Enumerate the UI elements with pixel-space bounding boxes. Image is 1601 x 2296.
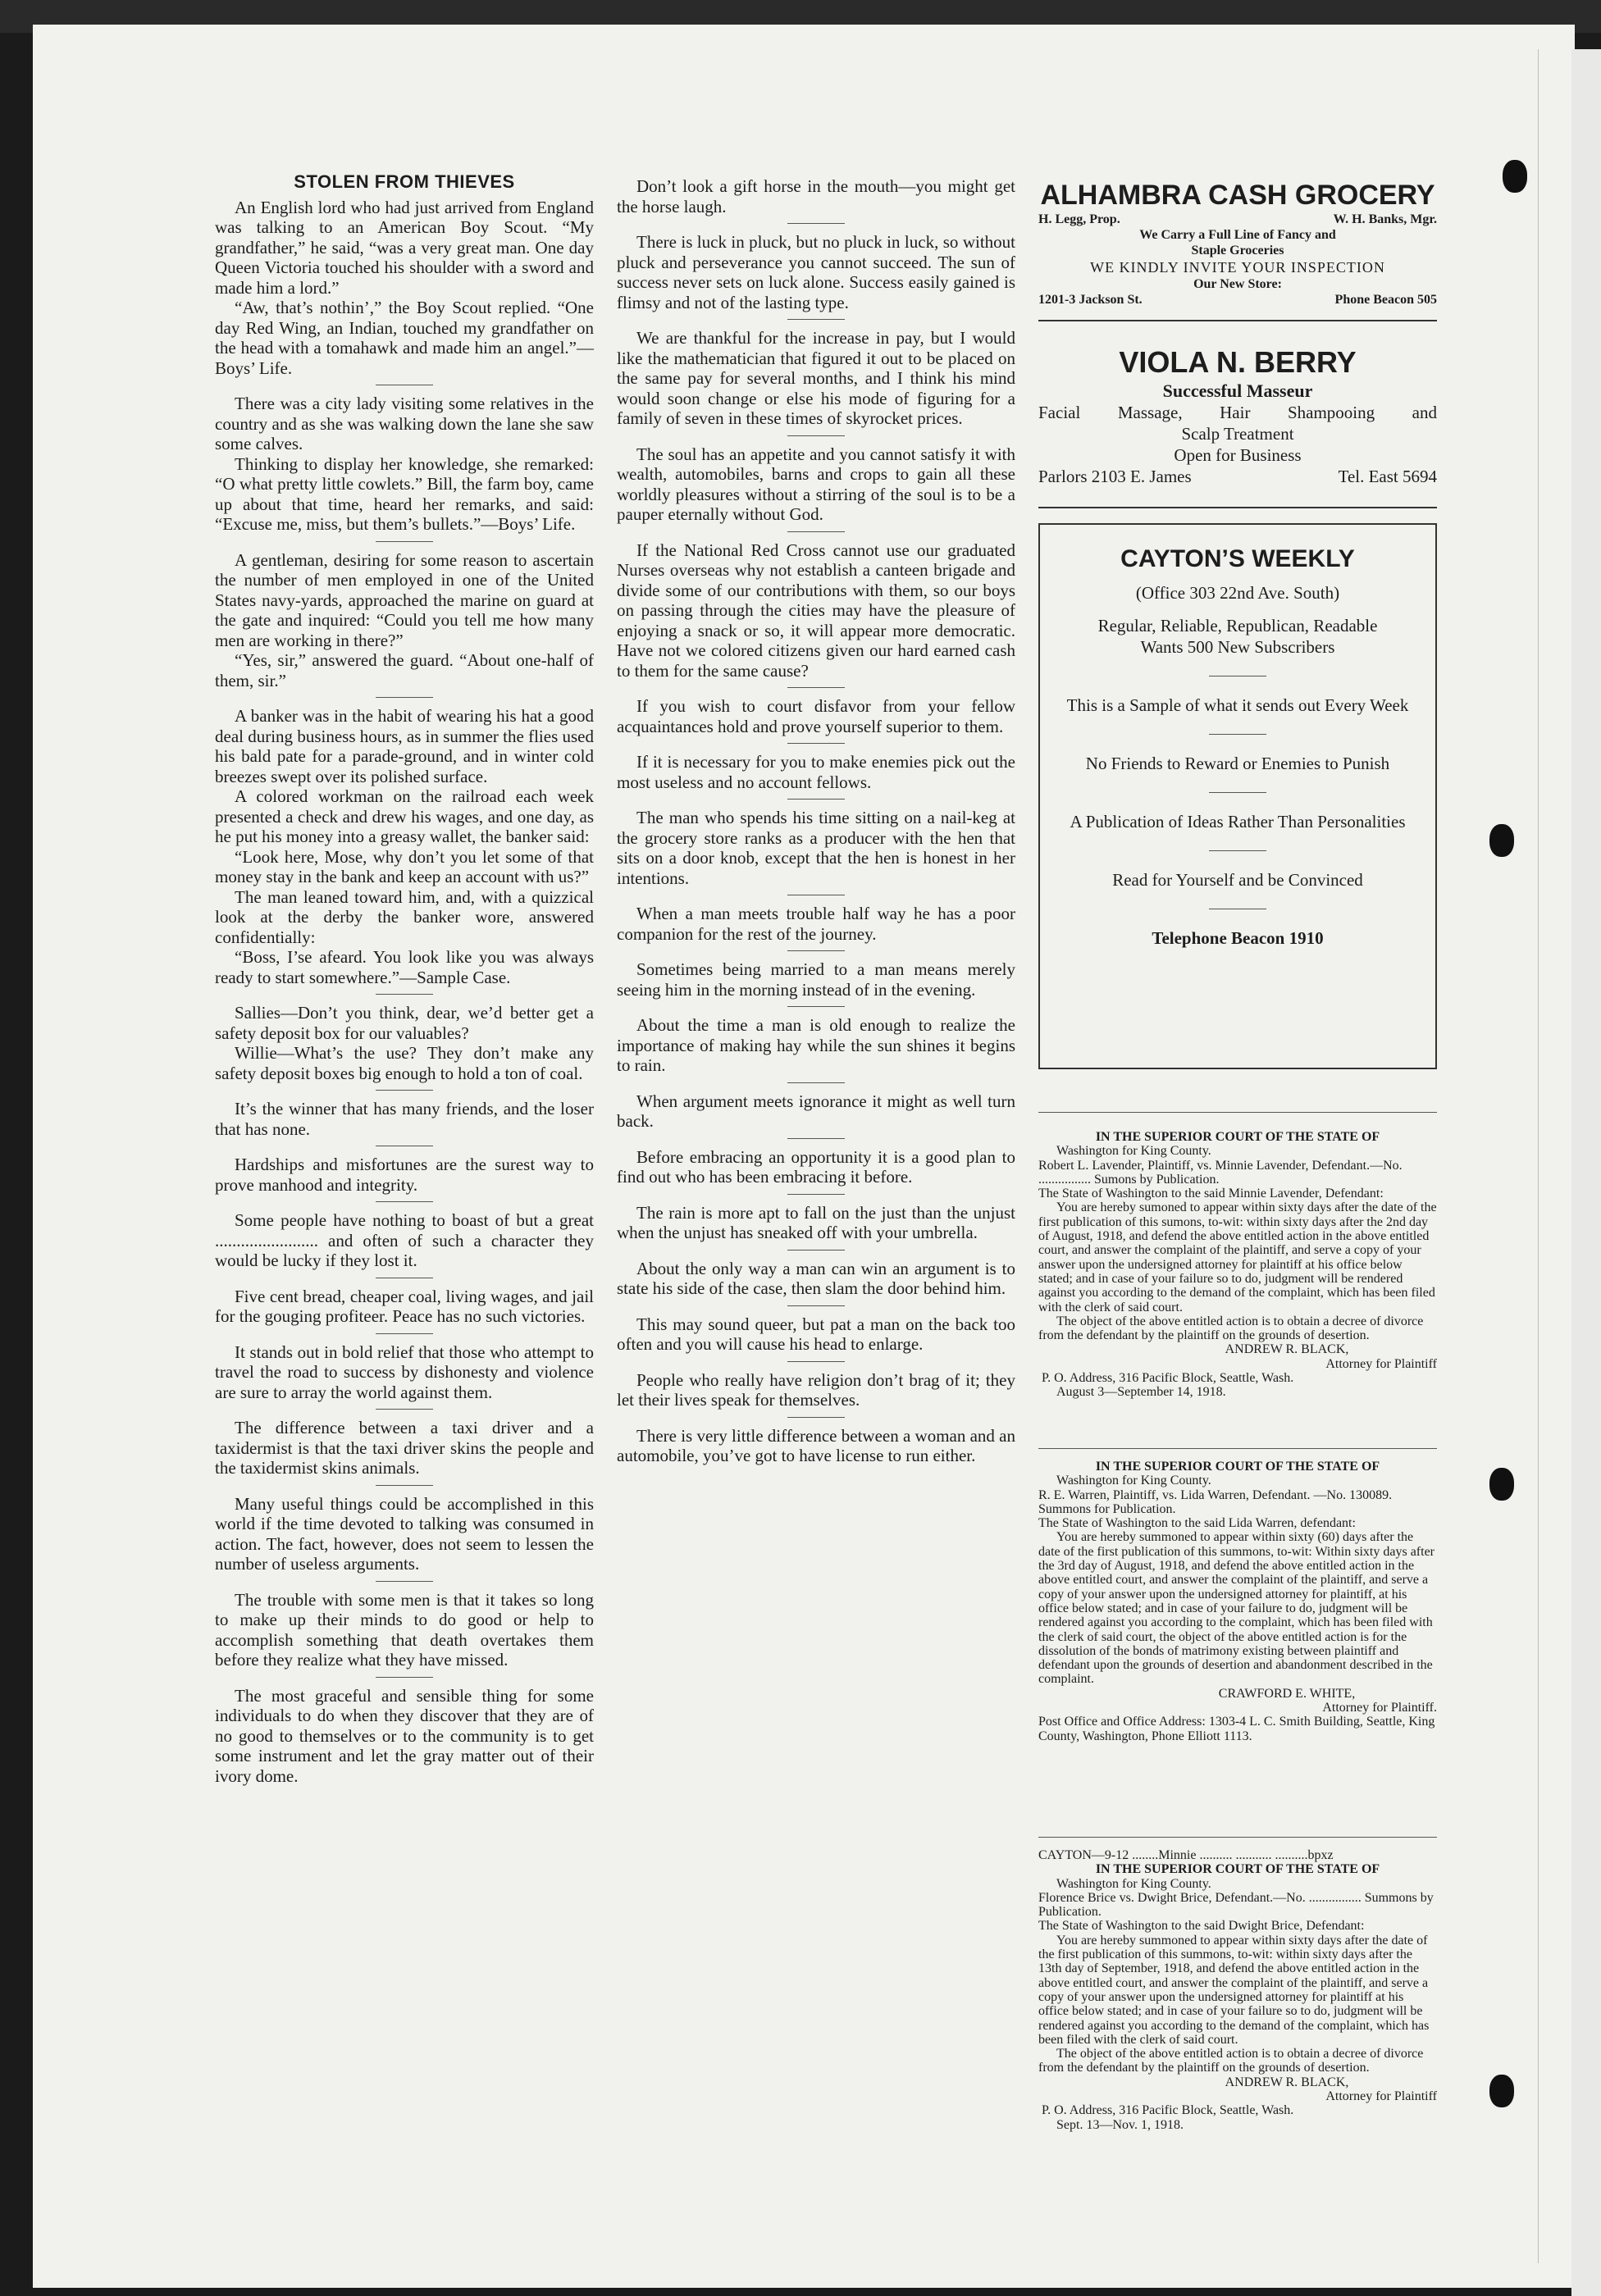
headline: STOLEN FROM THIEVES — [294, 171, 515, 192]
legal-attorney: CRAWFORD E. WHITE, — [1218, 1686, 1356, 1701]
column-middle — [617, 176, 1015, 1466]
masseur-contact-row — [1038, 466, 1437, 487]
legal-attorney-role: Attorney for Plaintiff — [1325, 1356, 1437, 1371]
weekly-p1: This is a Sample of what it sends out Every Week — [1066, 695, 1409, 715]
paragraph: Willie—What’s the use? They don’t make any safety deposit boxes big enough to hold a ton of coal. — [215, 1043, 594, 1083]
paragraph: If it is necessary for you to make enemies pick out the most useless and no account fellows. — [617, 752, 1015, 792]
paragraph: Hardships and misfortunes are the surest way to prove manhood and integrity. — [215, 1155, 594, 1195]
legal-address: P. O. Address, 316 Pacific Block, Seattle, Wash. — [1042, 1371, 1294, 1386]
column-left — [215, 172, 594, 1786]
paragraph: The man who spends his time sitting on a nail-keg at the grocery store ranks as a producer with the hen that sits on a door knob, except that the hen is honest in her intentions. — [617, 808, 1015, 888]
legal-heading-county: Washington for King County. — [1056, 1144, 1211, 1159]
paragraph: The soul has an appetite and you cannot satisfy it with wealth, automobiles, barns and crops to gain all these worldly pleasures without a stirring of the soul is to be a pauper eternally without God. — [617, 444, 1015, 524]
paragraph: This may sound queer, but pat a man on the back too often and you will cause his head to enlarge. — [617, 1314, 1015, 1354]
legal-heading: IN THE SUPERIOR COURT OF THE STATE OF — [1095, 1862, 1380, 1877]
paragraph: “Look here, Mose, why don’t you let some of that money stay in the bank and keep an account with us?” — [215, 846, 594, 886]
masseur-tel: Tel. East 5694 — [1338, 467, 1437, 486]
grocery-line1: We Carry a Full Line of Fancy and — [1139, 228, 1336, 242]
ad-separator — [1038, 320, 1437, 321]
paragraph: Some people have nothing to boast of but a great ........................ and often of such a character they would be lucky if they lost it. — [215, 1210, 594, 1270]
grocery-prop: H. Legg, Prop. — [1038, 212, 1120, 226]
weekly-phone: Telephone Beacon 1910 — [1152, 928, 1324, 948]
paragraph: Five cent bread, cheaper coal, living wages, and jail for the gouging profiteer. Peace has no such victories. — [215, 1286, 594, 1326]
legal-to: The State of Washington to the said Dwight Brice, Defendant: — [1038, 1919, 1365, 1934]
divider — [787, 1361, 845, 1362]
legal-address: P. O. Address, 316 Pacific Block, Seattle, Wash. — [1042, 2103, 1294, 2118]
paragraph: There is luck in pluck, but no pluck in luck, so without pluck and perseverance you cannot succeed. The sun of success never sets on luck alone. Success easily gained is flimsy and not of the lasting type. — [617, 232, 1015, 312]
legal-body: You are hereby summoned to appear within sixty (60) days after the date of the first publication of this summons, to-wit: Within sixty days after the 3rd day of August, 1918, and defend the above entitled action in the above entitled court, and answer the complaint of the plaintiff, and serve a copy of your answer upon the undersigned attorney for plaintiff, at his office below stated; and in case of your failure to do, judgment will be rendered against you according to the complaint, which has been filed with the clerk of said court, the object of the above entitled action is for the dissolution of the bonds of matrimony existing between plaintiff and defendant upon the grounds of desertion and abandonment described in the complaint. — [1038, 1530, 1435, 1687]
paragraph: It’s the winner that has many friends, and the loser that has none. — [215, 1099, 594, 1139]
paragraph: There is very little difference between a woman and an automobile, you’ve got to have license to run either. — [617, 1425, 1015, 1465]
legal-address: Post Office and Office Address: 1303-4 L. C. Smith Building, Seattle, King County, Washington, Phone Elliott 1113. — [1038, 1715, 1435, 1743]
weekly-ad — [1040, 544, 1435, 949]
paragraph: Sallies—Don’t you think, dear, we’d better get a safety deposit box for our valuables? — [215, 1003, 594, 1043]
weekly-p2: No Friends to Reward or Enemies to Punish — [1085, 754, 1390, 773]
legal-slug: CAYTON—9-12 ........Minnie .......... ........... ..........bpxz — [1038, 1848, 1334, 1862]
legal-attorney-role: Attorney for Plaintiff. — [1322, 1701, 1437, 1715]
divider — [376, 1090, 433, 1091]
paragraph: About the only way a man can win an argument is to state his side of the case, then slam the door behind him. — [617, 1258, 1015, 1298]
legal-heading: IN THE SUPERIOR COURT OF THE STATE OF — [1095, 1460, 1380, 1474]
masseur-line3: Open for Business — [1174, 445, 1302, 465]
divider — [376, 994, 433, 995]
paragraph: The trouble with some men is that it takes so long to make up their minds to do good or help to accomplish something that death overtakes them before they realize what they have missed. — [215, 1589, 594, 1670]
divider — [376, 697, 433, 698]
paragraph: “Yes, sir,” answered the guard. “About one-half of them, sir.” — [215, 650, 594, 690]
masseur-ad — [1038, 344, 1437, 487]
divider — [1209, 850, 1266, 851]
grocery-invite: WE KINDLY INVITE YOUR INSPECTION — [1090, 259, 1385, 276]
legal-dates: August 3—September 14, 1918. — [1056, 1385, 1226, 1400]
paragraph: The rain is more apt to fall on the just than the unjust when the unjust has sneaked off with your umbrella. — [617, 1202, 1015, 1242]
paragraph: It stands out in bold relief that those who attempt to travel the road to success by dishonesty and violence are sure to array the world against them. — [215, 1342, 594, 1402]
grocery-address: 1201-3 Jackson St. — [1038, 293, 1143, 307]
punch-hole — [1489, 824, 1514, 857]
weekly-p4: Read for Yourself and be Convinced — [1112, 870, 1363, 890]
masseur-line2: Scalp Treatment — [1181, 424, 1294, 444]
paragraph: “Aw, that’s nothin’,” the Boy Scout replied. “One day Red Wing, an Indian, touched my grandfather on the head with a tomahawk and made him an angel.”—Boys’ Life. — [215, 298, 594, 378]
page-edge-line — [1538, 49, 1539, 2263]
grocery-contact-row — [1038, 292, 1437, 308]
divider — [1209, 734, 1266, 735]
legal-attorney-role: Attorney for Plaintiff — [1325, 2089, 1437, 2104]
divider — [787, 1082, 845, 1083]
divider — [787, 799, 845, 800]
weekly-p3: A Publication of Ideas Rather Than Personalities — [1070, 812, 1406, 831]
legal-notice-2 — [1038, 1460, 1437, 1743]
grocery-phone: Phone Beacon 505 — [1334, 293, 1437, 307]
divider — [376, 1201, 433, 1202]
paragraph: If you wish to court disfavor from your fellow acquaintances hold and prove yourself superior to them. — [617, 696, 1015, 736]
divider — [376, 1581, 433, 1582]
divider — [787, 687, 845, 688]
paragraph: About the time a man is old enough to realize the importance of making hay while the sun shines it begins to rain. — [617, 1015, 1015, 1075]
divider — [787, 319, 845, 320]
divider — [787, 531, 845, 532]
divider — [787, 1194, 845, 1195]
legal-case: R. E. Warren, Plaintiff, vs. Lida Warren, Defendant. —No. 130089. Summons for Publication. — [1038, 1487, 1393, 1516]
grocery-new-store: Our New Store: — [1193, 277, 1282, 291]
divider — [787, 1006, 845, 1007]
masseur-line1: Facial Massage, Hair Shampooing and — [1038, 403, 1437, 422]
grocery-line2: Staple Groceries — [1191, 244, 1284, 257]
punch-hole — [1489, 1468, 1514, 1501]
paragraph: Don’t look a gift horse in the mouth—you might get the horse laugh. — [617, 176, 1015, 216]
legal-notice-1 — [1038, 1130, 1437, 1400]
legal-dates: Sept. 13—Nov. 1, 1918. — [1056, 2117, 1184, 2132]
paragraph: We are thankful for the increase in pay, but I would like the mathematician that figured it out to be placed on the same pay for several months, and I think his mind would soon change or else his mode of figuring for a family of seven in these times of skyrocket prices. — [617, 328, 1015, 428]
paragraph: Before embracing an opportunity it is a good plan to find out who has been embracing it before. — [617, 1146, 1015, 1187]
paragraph: The most graceful and sensible thing for some individuals to do when they discover that they are of no good to themselves or to the community is to get some instrument and let the gray matter out of their ivory dome. — [215, 1685, 594, 1786]
grocery-title: ALHAMBRA CASH GROCERY — [1040, 180, 1435, 211]
weekly-office: (Office 303 22nd Ave. South) — [1135, 583, 1340, 603]
divider — [376, 1409, 433, 1410]
divider — [376, 1333, 433, 1334]
grocery-mgr: W. H. Banks, Mgr. — [1333, 212, 1437, 226]
paragraph: If the National Red Cross cannot use our graduated Nurses overseas why not establish a canteen brigade and divide some of our contributions with them, so our boys on passing through the cities may have the pleasure of enjoying a snack or so, it will appear more democratic. Have not we colored citizens given our hard earned cash to them for the same cause? — [617, 540, 1015, 681]
masseur-title: Successful Masseur — [1162, 380, 1313, 401]
paragraph: An English lord who had just arrived from England was talking to an American Boy Scout. “My grandfather,” he said, “was a very great man. One day Queen Victoria touched his shoulder with a sword and made him a lord.” — [215, 197, 594, 298]
legal-to: The State of Washington to the said Lida Warren, defendant: — [1038, 1516, 1356, 1531]
masseur-parlors: Parlors 2103 E. James — [1038, 467, 1192, 486]
paragraph: “Boss, I’se afeard. You look like you was always ready to start somewhere.”—Sample Case. — [215, 947, 594, 987]
divider — [376, 1677, 433, 1678]
ad-separator — [1038, 507, 1437, 508]
grocery-ad — [1038, 179, 1437, 308]
divider — [787, 1417, 845, 1418]
divider — [376, 541, 433, 542]
legal-heading-county: Washington for King County. — [1056, 1876, 1211, 1891]
paragraph: When argument meets ignorance it might as well turn back. — [617, 1091, 1015, 1131]
divider — [787, 435, 845, 436]
paragraph: There was a city lady visiting some relatives in the country and as she was walking down the lane she saw some calves. — [215, 394, 594, 453]
binding-strip — [1571, 49, 1601, 2296]
legal-case: Florence Brice vs. Dwight Brice, Defendant.—No. ................ Summons by Publication. — [1038, 1890, 1434, 1920]
divider — [787, 1138, 845, 1139]
weekly-ad-box — [1038, 523, 1437, 1069]
divider — [1038, 1837, 1437, 1838]
legal-object: The object of the above entitled action is to obtain a decree of divorce from the defendant by the plaintiff on the grounds of desertion. — [1038, 1314, 1424, 1343]
masseur-name: VIOLA N. BERRY — [1119, 345, 1357, 379]
punch-hole — [1503, 160, 1527, 193]
paragraph: Sometimes being married to a man means merely seeing him in the morning instead of in the evening. — [617, 959, 1015, 1000]
paragraph: A colored workman on the railroad each week presented a check and drew his wages, and one day, as he put his money into a greasy wallet, the banker said: — [215, 786, 594, 846]
legal-body: You are hereby sumoned to appear within sixty days after the date of the first publication of this sumons, to-wit: within sixty days after the 2nd day of August, 1918, and defend the above entitled action in the above entitled court, and answer the complaint of the plaintiff, and serve a copy of your answer upon the undersigned attorney for plaintiff at his office below stated; and in case of your failure so to do, judgment will be rendered against you according to the demand of the complaint, which has been filed with the clerk of said court. — [1038, 1200, 1437, 1314]
weekly-line1: Regular, Reliable, Republican, Readable — [1097, 616, 1378, 636]
divider — [1209, 792, 1266, 793]
weekly-title: CAYTON’S WEEKLY — [1120, 545, 1355, 572]
legal-notice-3 — [1038, 1848, 1437, 2132]
legal-heading: IN THE SUPERIOR COURT OF THE STATE OF — [1095, 1130, 1380, 1144]
punch-hole — [1489, 2075, 1514, 2107]
paragraph: Many useful things could be accomplished in this world if the time devoted to talking was consumed in action. The fact, however, does not seem to lessen the number of useless arguments. — [215, 1493, 594, 1574]
legal-case: Robert L. Lavender, Plaintiff, vs. Minnie Lavender, Defendant.—No. ................ Sumons by Publication. — [1038, 1158, 1403, 1187]
paragraph: Thinking to display her knowledge, she remarked: “O what pretty little cowlets.” Bill, the farm boy, came up about that time, heard her remarks, and said: “Excuse me, miss, but them’s bullets.”—Boys’ Life. — [215, 453, 594, 534]
legal-attorney: ANDREW R. BLACK, — [1225, 1342, 1349, 1357]
legal-attorney: ANDREW R. BLACK, — [1225, 2075, 1349, 2089]
paragraph: A gentleman, desiring for some reason to ascertain the number of men employed in one of the United States navy-yards, approached the marine on guard at the gate and inquired: “Could you tell me how many men are working in there?” — [215, 549, 594, 650]
paragraph: A banker was in the habit of wearing his hat a good deal during business hours, as in summer the flies used his bald pate for a parade-ground, and in winter cold breezes swept over its polished surface. — [215, 706, 594, 786]
legal-body: You are hereby summoned to appear within sixty days after the date of the first publication of this summons, to-wit: within sixty days after the 13th day of September, 1918, and defend the above entitled action in the above entitled court, and answer the complaint of the plaintiff, and serve a copy of your answer upon the undersigned attorney for plaintiff at his office below stated; and in case of your failure so to do, judgment will be rendered against you according to the demand of the complaint, which has been filed with the clerk of said court. — [1038, 1933, 1430, 2047]
weekly-line2: Wants 500 New Subscribers — [1140, 637, 1335, 657]
divider — [787, 223, 845, 224]
divider — [1038, 1112, 1437, 1113]
divider — [787, 1305, 845, 1306]
paragraph: When a man meets trouble half way he has a poor companion for the rest of the journey. — [617, 904, 1015, 944]
paragraph: The man leaned toward him, and, with a quizzical look at the derby the banker wore, answered confidentially: — [215, 886, 594, 947]
legal-heading-county: Washington for King County. — [1056, 1474, 1211, 1488]
divider — [1038, 1448, 1437, 1449]
paragraph: People who really have religion don’t brag of it; they let their lives speak for themselves. — [617, 1369, 1015, 1410]
divider — [787, 743, 845, 744]
legal-to: The State of Washington to the said Minnie Lavender, Defendant: — [1038, 1187, 1384, 1201]
divider — [787, 950, 845, 951]
legal-object: The object of the above entitled action is to obtain a decree of divorce from the defendant by the plaintiff on the grounds of desertion. — [1038, 2047, 1424, 2075]
grocery-staff-row — [1038, 212, 1437, 227]
divider — [376, 1485, 433, 1486]
paragraph: The difference between a taxi driver and a taxidermist is that the taxi driver skins the people and the taxidermist skins animals. — [215, 1418, 594, 1478]
